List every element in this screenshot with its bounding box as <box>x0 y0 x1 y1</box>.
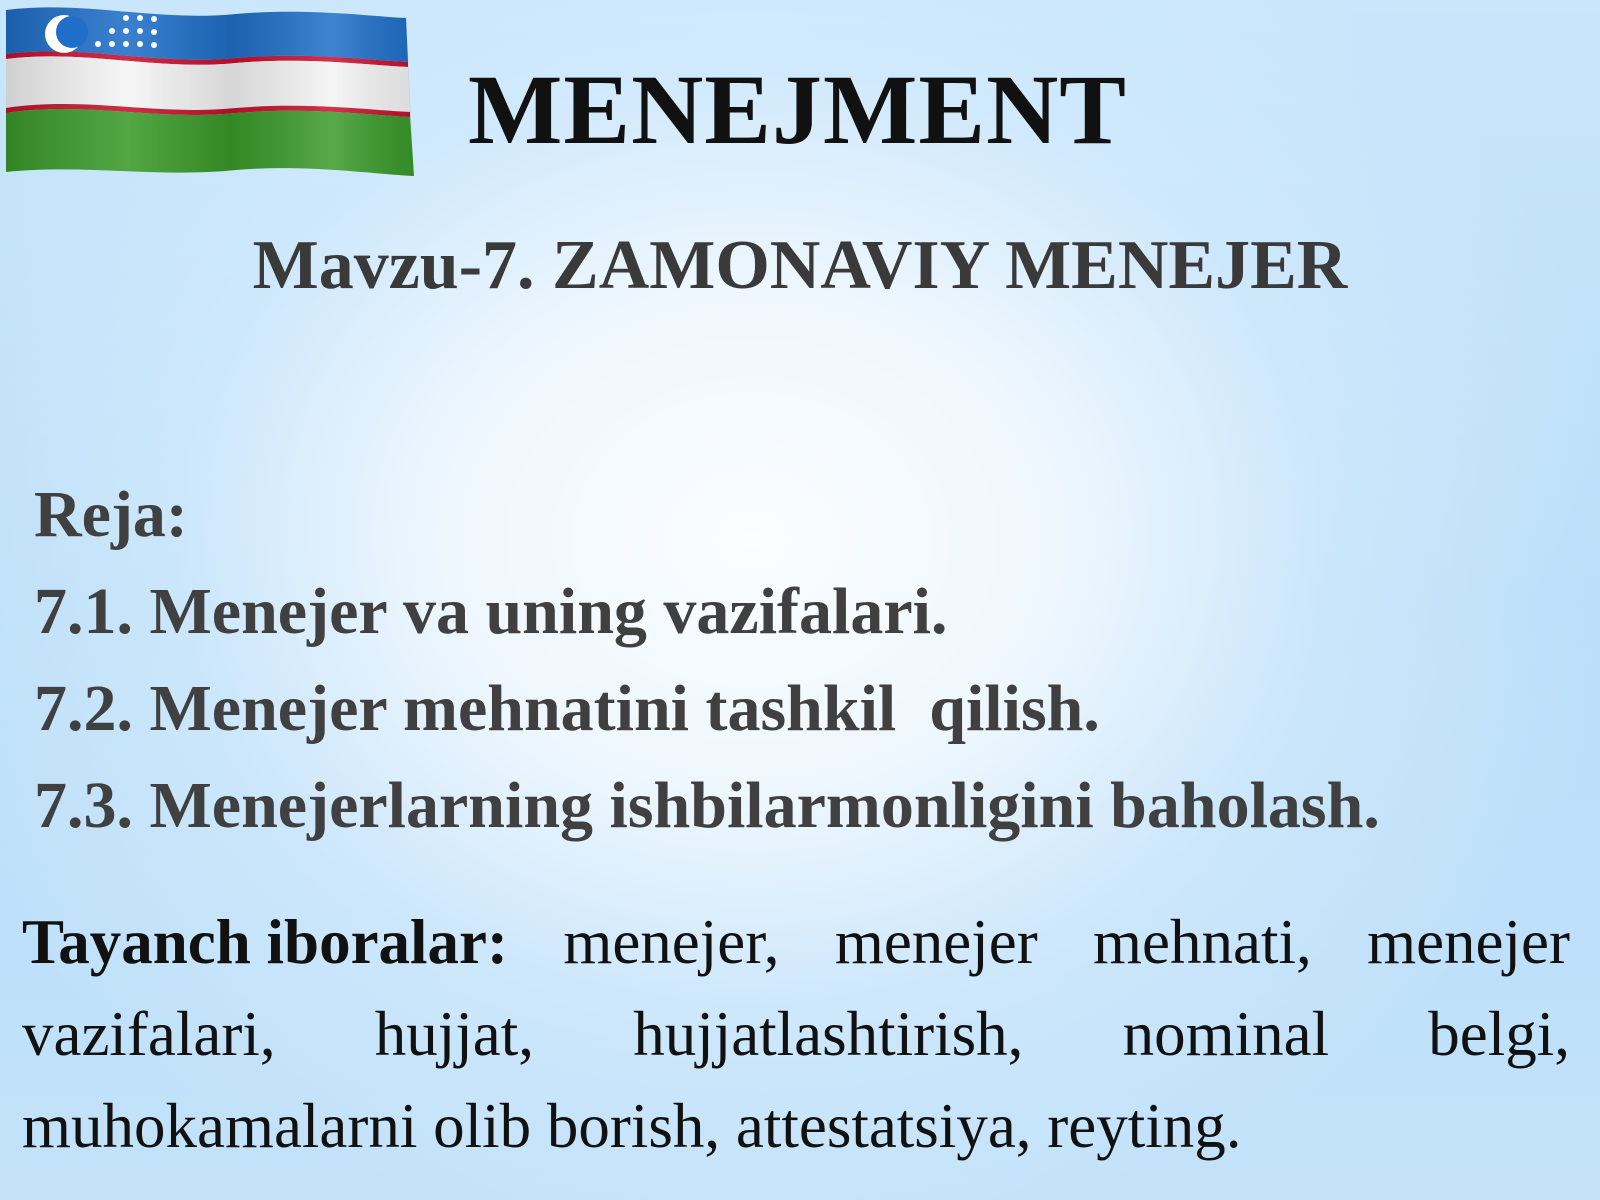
plan-item: 7.1. Menejer va uning vazifalari. <box>34 575 948 648</box>
keyword: menejer <box>1367 907 1570 977</box>
keyword: hujjatlashtirish, <box>633 999 1024 1069</box>
keyword: nominal <box>1122 999 1330 1069</box>
plan-item: 7.2. Menejer mehnatini tashkil qilish. <box>34 672 1100 745</box>
plan-heading: Reja: <box>34 478 188 551</box>
keywords-line <box>22 988 1570 1080</box>
uzbekistan-flag-icon <box>6 4 418 182</box>
keyword: belgi, <box>1428 999 1570 1069</box>
keywords-section <box>22 896 1570 1172</box>
keywords-label: Tayanch iboralar: <box>22 907 508 977</box>
plan-section <box>34 466 1380 854</box>
slide-subtitle: Mavzu-7. ZAMONAVIY MENEJER <box>252 227 1348 304</box>
keyword: hujjat, <box>374 999 534 1069</box>
keyword: menejer, <box>563 907 780 977</box>
keyword: menejer <box>834 907 1038 977</box>
slide-title: MENEJMENT <box>468 54 1127 165</box>
keyword: mehnati, <box>1093 907 1312 977</box>
keyword: muhokamalarni olib borish, attestatsiya, reyting. <box>22 1091 1242 1161</box>
keywords-line <box>22 1080 1570 1172</box>
keyword: vazifalari, <box>22 999 276 1069</box>
keywords-line <box>22 896 1570 988</box>
plan-item: 7.3. Menejerlarning ishbilarmonligini baholash. <box>34 769 1380 842</box>
